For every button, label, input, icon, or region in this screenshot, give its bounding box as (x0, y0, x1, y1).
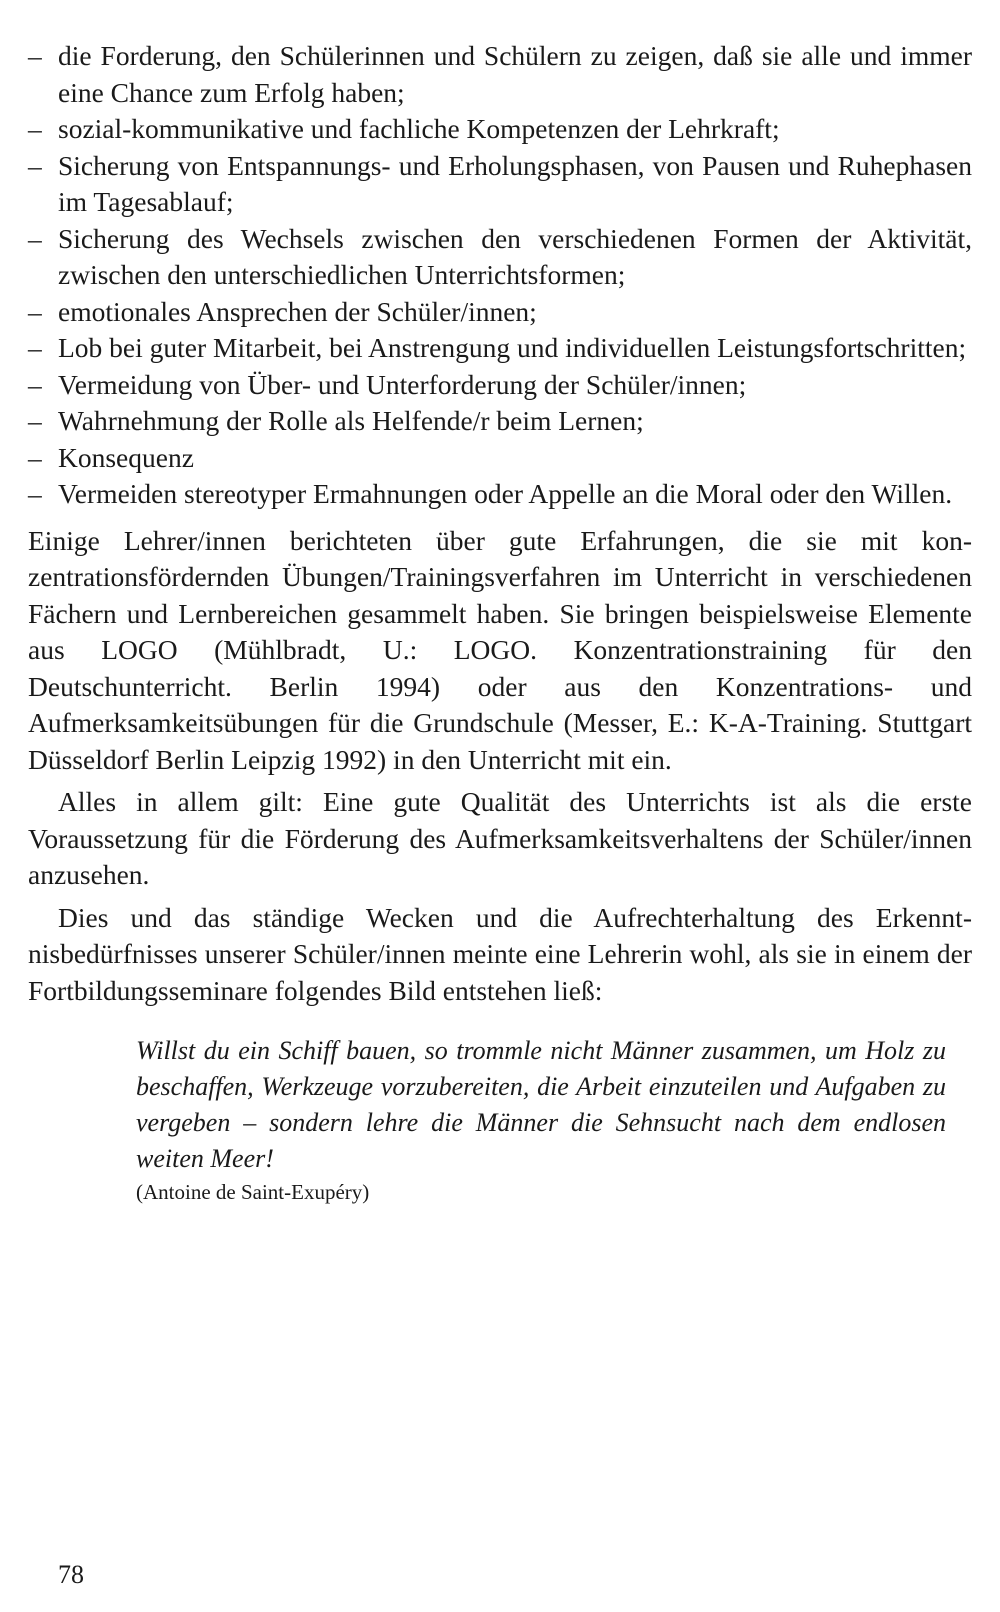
paragraph-summary: Alles in allem gilt: Eine gute Qualität des Unterrichts ist als die erste Voraussetzung für die Förderung des Aufmerksamkeitsverhaltens der Schüler/innen anzusehen. (28, 786, 972, 890)
quote-text: Willst du ein Schiff bauen, so trommle nicht Männer zusammen, um Holz zu beschaffen, Werkzeuge vorzubereiten, die Arbeit einzuteilen und Aufgaben zu vergeben – sondern lehre die Männer die Sehnsucht nach dem endlosen weiten Meer! (136, 1036, 946, 1173)
quote-source: (Antoine de Saint-Exupéry) (136, 1180, 370, 1204)
list-item: – Vermeiden stereotyper Ermahnungen oder Appelle an die Moral oder den Willen. (28, 476, 972, 513)
list-item: – Lob bei guter Mitarbeit, bei Anstrengung und individuellen Leistungsfortschritten; (28, 330, 972, 367)
list-item: – emotionales Ansprechen der Schüler/innen; (28, 294, 972, 331)
list-item: – Sicherung von Entspannungs- und Erholungsphasen, von Pausen und Ruhephasen im Tagesablauf; (28, 148, 972, 221)
list-item: – Wahrnehmung der Rolle als Helfende/r beim Lernen; (28, 403, 972, 440)
list-item: – Sicherung des Wechsels zwischen den verschiedenen Formen der Aktivität, zwischen den unterschiedlichen Unterrichtsformen; (28, 221, 972, 294)
body-text (28, 38, 972, 1207)
page-number: 78 (58, 1560, 84, 1589)
paragraph-seminar: Dies und das ständige Wecken und die Aufrechterhaltung des Erkenntnisbedürfnisses unserer Schüler/innen meinte eine Lehrerin wohl, als sie in einem der Fortbildungsseminare folgendes Bild entstehen ließ: (28, 901, 972, 1006)
list-item: – Konsequenz (28, 440, 972, 477)
list-item: – die Forderung, den Schülerinnen und Schülern zu zeigen, daß sie alle und immer eine Chance zum Erfolg haben; (28, 38, 972, 111)
list-item: – sozial-kommunikative und fachliche Kompetenzen der Lehrkraft; (28, 111, 972, 148)
list-item: – Vermeidung von Über- und Unterforderung der Schüler/innen; (28, 367, 972, 404)
dash-list (28, 38, 972, 513)
paragraph-experiences: Einige Lehrer/innen berichteten über gute Erfahrungen, die sie mit konzentrationsfördernden Übungen/Trainingsverfahren im Unterricht in verschiedenen Fächern und Lernbereichen gesammelt haben. Sie bringen beispielsweise Elemente aus LOGO (Mühlbradt, U.: LOGO. Konzentrationstraining für den Deutschunterricht. Berlin 1994) oder aus den Konzentrations- und Aufmerksamkeitsübungen für die Grundschule (Messer, E.: K-A-Training. Stuttgart Düsseldorf Berlin Leipzig 1992) in den Unterricht mit ein. (28, 524, 972, 775)
